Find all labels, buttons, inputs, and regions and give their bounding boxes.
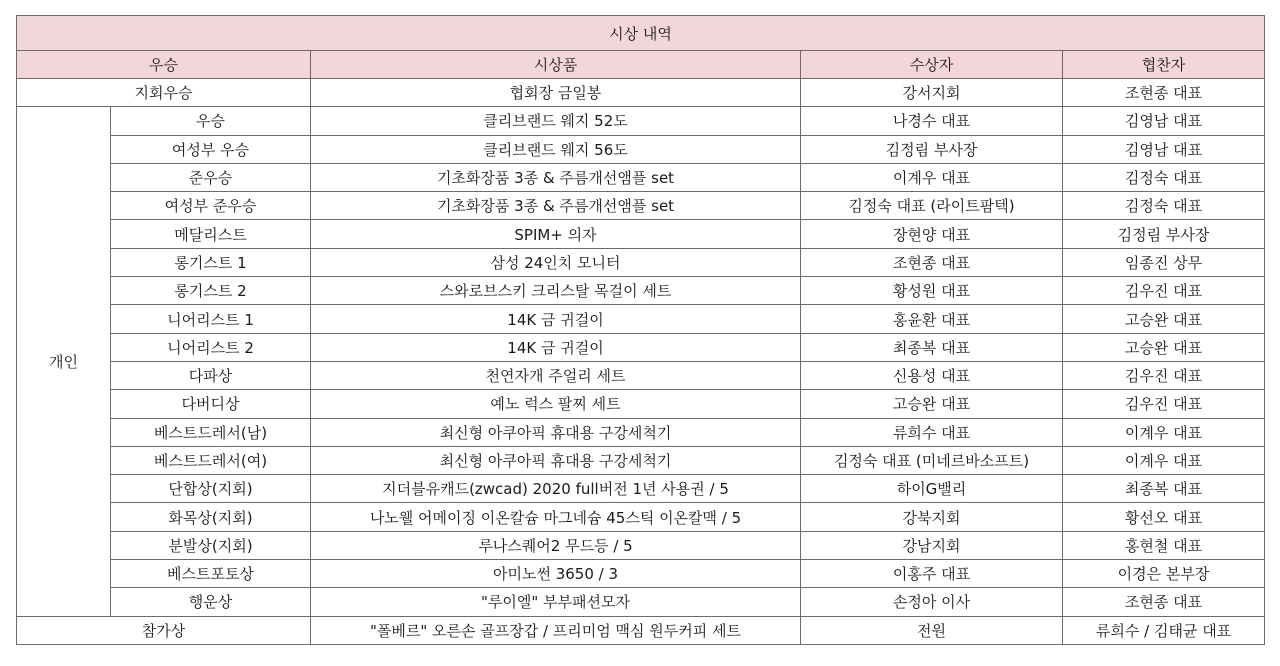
participation-category: 참가상 <box>17 616 311 644</box>
sponsor-cell: 고승완 대표 <box>1063 305 1265 333</box>
winner-cell: 나경수 대표 <box>801 107 1063 135</box>
sponsor-cell: 김영남 대표 <box>1063 107 1265 135</box>
table-row <box>17 248 1265 276</box>
table-row <box>17 588 1265 616</box>
header-sponsor: 협찬자 <box>1063 51 1265 79</box>
prize-cell: 기초화장품 3종 & 주름개선앰플 set <box>311 192 801 220</box>
award-cell: 베스트드레서(여) <box>111 446 311 474</box>
prize-cell: SPIM+ 의자 <box>311 220 801 248</box>
sponsor-cell: 조현종 대표 <box>1063 588 1265 616</box>
prize-cell: 루나스퀘어2 무드등 / 5 <box>311 531 801 559</box>
participation-prize: "폴베르" 오른손 골프장갑 / 프리미엄 맥심 원두커피 세트 <box>311 616 801 644</box>
table-row <box>17 361 1265 389</box>
table-row <box>17 503 1265 531</box>
sponsor-cell: 김우진 대표 <box>1063 390 1265 418</box>
prize-cell: 클리브랜드 웨지 52도 <box>311 107 801 135</box>
individual-group-label: 개인 <box>17 107 111 616</box>
table-row <box>17 333 1265 361</box>
winner-cell: 장현양 대표 <box>801 220 1063 248</box>
award-cell: 여성부 준우승 <box>111 192 311 220</box>
winner-cell: 김정림 부사장 <box>801 135 1063 163</box>
sponsor-cell: 이경은 본부장 <box>1063 560 1265 588</box>
award-cell: 행운상 <box>111 588 311 616</box>
table-row <box>17 390 1265 418</box>
prize-cell: 최신형 아쿠아픽 휴대용 구강세척기 <box>311 446 801 474</box>
award-cell: 니어리스트 1 <box>111 305 311 333</box>
winner-cell: 최종복 대표 <box>801 333 1063 361</box>
prize-cell: 14K 금 귀걸이 <box>311 305 801 333</box>
sponsor-cell: 이계우 대표 <box>1063 446 1265 474</box>
sponsor-cell: 김우진 대표 <box>1063 277 1265 305</box>
winner-cell: 조현종 대표 <box>801 248 1063 276</box>
prize-cell: 14K 금 귀걸이 <box>311 333 801 361</box>
winner-cell: 고승완 대표 <box>801 390 1063 418</box>
table-row <box>17 531 1265 559</box>
winner-cell: 강북지회 <box>801 503 1063 531</box>
prize-cell: 삼성 24인치 모니터 <box>311 248 801 276</box>
sponsor-cell: 김정숙 대표 <box>1063 163 1265 191</box>
award-cell: 롱기스트 1 <box>111 248 311 276</box>
table-row <box>17 305 1265 333</box>
table-row <box>17 475 1265 503</box>
sponsor-cell: 이계우 대표 <box>1063 418 1265 446</box>
table-row <box>17 446 1265 474</box>
award-cell: 니어리스트 2 <box>111 333 311 361</box>
sponsor-cell: 김우진 대표 <box>1063 361 1265 389</box>
participation-winner: 전원 <box>801 616 1063 644</box>
prize-cell: 아미노썬 3650 / 3 <box>311 560 801 588</box>
title-row <box>17 16 1265 51</box>
sponsor-cell: 고승완 대표 <box>1063 333 1265 361</box>
table-row <box>17 418 1265 446</box>
table-row <box>17 277 1265 305</box>
award-cell: 준우승 <box>111 163 311 191</box>
branch-sponsor: 조현종 대표 <box>1063 79 1265 107</box>
participation-sponsor: 류희수 / 김태균 대표 <box>1063 616 1265 644</box>
prize-cell: 지더블유캐드(zwcad) 2020 full버전 1년 사용권 / 5 <box>311 475 801 503</box>
winner-cell: 황성원 대표 <box>801 277 1063 305</box>
winner-cell: 하이G밸리 <box>801 475 1063 503</box>
prize-cell: 나노웰 어메이징 이온칼슘 마그네슘 45스틱 이온칼맥 / 5 <box>311 503 801 531</box>
winner-cell: 김정숙 대표 (미네르바소프트) <box>801 446 1063 474</box>
winner-cell: 이홍주 대표 <box>801 560 1063 588</box>
branch-winner: 강서지회 <box>801 79 1063 107</box>
prize-cell: 최신형 아쿠아픽 휴대용 구강세척기 <box>311 418 801 446</box>
sponsor-cell: 홍현철 대표 <box>1063 531 1265 559</box>
award-table <box>16 15 1265 645</box>
branch-category: 지회우승 <box>17 79 311 107</box>
prize-cell: 천연자개 주얼리 세트 <box>311 361 801 389</box>
sponsor-cell: 임종진 상무 <box>1063 248 1265 276</box>
prize-cell: 예노 럭스 팔찌 세트 <box>311 390 801 418</box>
award-cell: 메달리스트 <box>111 220 311 248</box>
table-row <box>17 107 1265 135</box>
sponsor-cell: 최종복 대표 <box>1063 475 1265 503</box>
sponsor-cell: 김정림 부사장 <box>1063 220 1265 248</box>
winner-cell: 홍윤환 대표 <box>801 305 1063 333</box>
branch-prize: 협회장 금일봉 <box>311 79 801 107</box>
participation-row <box>17 616 1265 644</box>
header-prize: 시상품 <box>311 51 801 79</box>
table-title: 시상 내역 <box>17 16 1265 51</box>
winner-cell: 신용성 대표 <box>801 361 1063 389</box>
winner-cell: 손정아 이사 <box>801 588 1063 616</box>
table-row <box>17 560 1265 588</box>
prize-cell: 기초화장품 3종 & 주름개선앰플 set <box>311 163 801 191</box>
sponsor-cell: 김영남 대표 <box>1063 135 1265 163</box>
award-cell: 롱기스트 2 <box>111 277 311 305</box>
winner-cell: 류희수 대표 <box>801 418 1063 446</box>
award-cell: 우승 <box>111 107 311 135</box>
award-cell: 베스트포토상 <box>111 560 311 588</box>
table-row <box>17 163 1265 191</box>
prize-cell: 클리브랜드 웨지 56도 <box>311 135 801 163</box>
award-cell: 다버디상 <box>111 390 311 418</box>
sponsor-cell: 황선오 대표 <box>1063 503 1265 531</box>
award-cell: 여성부 우승 <box>111 135 311 163</box>
branch-row <box>17 79 1265 107</box>
winner-cell: 강남지회 <box>801 531 1063 559</box>
header-row <box>17 51 1265 79</box>
prize-cell: "루이엘" 부부패션모자 <box>311 588 801 616</box>
sponsor-cell: 김정숙 대표 <box>1063 192 1265 220</box>
prize-cell: 스와로브스키 크리스탈 목걸이 세트 <box>311 277 801 305</box>
winner-cell: 김정숙 대표 (라이트팜텍) <box>801 192 1063 220</box>
award-cell: 다파상 <box>111 361 311 389</box>
award-cell: 단합상(지회) <box>111 475 311 503</box>
winner-cell: 이계우 대표 <box>801 163 1063 191</box>
header-winner: 수상자 <box>801 51 1063 79</box>
header-category: 우승 <box>17 51 311 79</box>
table-row <box>17 192 1265 220</box>
award-cell: 화목상(지회) <box>111 503 311 531</box>
table-row <box>17 220 1265 248</box>
award-cell: 베스트드레서(남) <box>111 418 311 446</box>
award-cell: 분발상(지회) <box>111 531 311 559</box>
table-row <box>17 135 1265 163</box>
